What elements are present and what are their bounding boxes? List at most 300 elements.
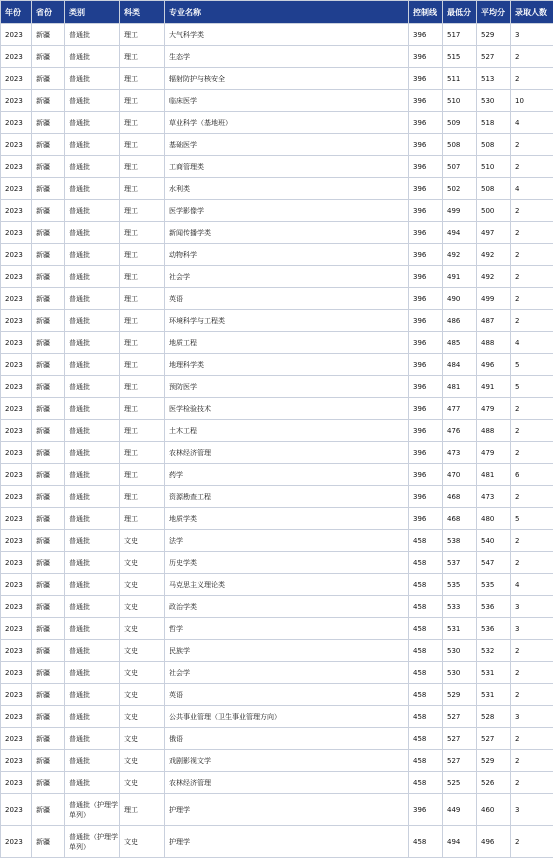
year-cell: 2023 [1, 420, 32, 442]
category-cell: 普通批 [65, 200, 120, 222]
major-cell: 基础医学 [165, 134, 409, 156]
category-cell: 普通批 [65, 398, 120, 420]
category-cell: 普通批（护理学单列） [65, 826, 120, 858]
major-cell: 俄语 [165, 728, 409, 750]
year-cell: 2023 [1, 794, 32, 826]
major-cell: 水利类 [165, 178, 409, 200]
avg-score-cell: 500 [477, 200, 511, 222]
control-line-cell: 396 [409, 376, 443, 398]
province-cell: 新疆 [32, 376, 65, 398]
control-line-cell: 458 [409, 826, 443, 858]
table-row [1, 398, 553, 420]
header-control-line: 控制线 [409, 1, 443, 24]
major-cell: 新闻传播学类 [165, 222, 409, 244]
major-cell: 公共事业管理（卫生事业管理方向） [165, 706, 409, 728]
table-row [1, 112, 553, 134]
subject-cell: 文史 [120, 750, 165, 772]
admitted-count-cell: 2 [511, 772, 553, 794]
header-admitted-count: 录取人数 [511, 1, 553, 24]
control-line-cell: 458 [409, 772, 443, 794]
control-line-cell: 396 [409, 266, 443, 288]
header-province: 省份 [32, 1, 65, 24]
category-cell: 普通批 [65, 178, 120, 200]
year-cell: 2023 [1, 376, 32, 398]
min-score-cell: 525 [443, 772, 477, 794]
province-cell: 新疆 [32, 596, 65, 618]
admitted-count-cell: 2 [511, 310, 553, 332]
avg-score-cell: 527 [477, 46, 511, 68]
table-row [1, 662, 553, 684]
province-cell: 新疆 [32, 508, 65, 530]
year-cell: 2023 [1, 750, 32, 772]
subject-cell: 理工 [120, 156, 165, 178]
subject-cell: 文史 [120, 596, 165, 618]
major-cell: 医学影像学 [165, 200, 409, 222]
avg-score-cell: 487 [477, 310, 511, 332]
year-cell: 2023 [1, 24, 32, 46]
avg-score-cell: 488 [477, 420, 511, 442]
subject-cell: 理工 [120, 794, 165, 826]
category-cell: 普通批 [65, 288, 120, 310]
category-cell: 普通批 [65, 420, 120, 442]
table-row [1, 508, 553, 530]
avg-score-cell: 508 [477, 178, 511, 200]
control-line-cell: 396 [409, 310, 443, 332]
admitted-count-cell: 2 [511, 750, 553, 772]
province-cell: 新疆 [32, 728, 65, 750]
subject-cell: 理工 [120, 222, 165, 244]
avg-score-cell: 491 [477, 376, 511, 398]
min-score-cell: 527 [443, 750, 477, 772]
year-cell: 2023 [1, 684, 32, 706]
control-line-cell: 458 [409, 618, 443, 640]
subject-cell: 理工 [120, 24, 165, 46]
avg-score-cell: 492 [477, 266, 511, 288]
year-cell: 2023 [1, 156, 32, 178]
admitted-count-cell: 2 [511, 288, 553, 310]
min-score-cell: 492 [443, 244, 477, 266]
control-line-cell: 458 [409, 640, 443, 662]
category-cell: 普通批 [65, 134, 120, 156]
header-avg-score: 平均分 [477, 1, 511, 24]
province-cell: 新疆 [32, 68, 65, 90]
major-cell: 民族学 [165, 640, 409, 662]
subject-cell: 文史 [120, 772, 165, 794]
min-score-cell: 509 [443, 112, 477, 134]
admitted-count-cell: 2 [511, 222, 553, 244]
province-cell: 新疆 [32, 574, 65, 596]
avg-score-cell: 531 [477, 684, 511, 706]
year-cell: 2023 [1, 310, 32, 332]
major-cell: 地质学类 [165, 508, 409, 530]
table-row [1, 552, 553, 574]
major-cell: 环境科学与工程类 [165, 310, 409, 332]
major-cell: 地质工程 [165, 332, 409, 354]
year-cell: 2023 [1, 244, 32, 266]
control-line-cell: 396 [409, 112, 443, 134]
province-cell: 新疆 [32, 134, 65, 156]
category-cell: 普通批 [65, 530, 120, 552]
year-cell: 2023 [1, 46, 32, 68]
avg-score-cell: 531 [477, 662, 511, 684]
subject-cell: 理工 [120, 508, 165, 530]
min-score-cell: 510 [443, 90, 477, 112]
category-cell: 普通批 [65, 486, 120, 508]
admitted-count-cell: 5 [511, 354, 553, 376]
control-line-cell: 396 [409, 464, 443, 486]
control-line-cell: 396 [409, 178, 443, 200]
province-cell: 新疆 [32, 750, 65, 772]
admitted-count-cell: 4 [511, 332, 553, 354]
category-cell: 普通批 [65, 376, 120, 398]
table-body [1, 24, 553, 858]
major-cell: 护理学 [165, 826, 409, 858]
province-cell: 新疆 [32, 640, 65, 662]
min-score-cell: 476 [443, 420, 477, 442]
major-cell: 历史学类 [165, 552, 409, 574]
category-cell: 普通批 [65, 68, 120, 90]
major-cell: 英语 [165, 684, 409, 706]
category-cell: 普通批 [65, 772, 120, 794]
subject-cell: 理工 [120, 332, 165, 354]
table-row [1, 618, 553, 640]
avg-score-cell: 540 [477, 530, 511, 552]
min-score-cell: 527 [443, 728, 477, 750]
min-score-cell: 531 [443, 618, 477, 640]
min-score-cell: 484 [443, 354, 477, 376]
year-cell: 2023 [1, 354, 32, 376]
table-row [1, 288, 553, 310]
min-score-cell: 530 [443, 662, 477, 684]
subject-cell: 理工 [120, 486, 165, 508]
major-cell: 临床医学 [165, 90, 409, 112]
subject-cell: 理工 [120, 288, 165, 310]
avg-score-cell: 535 [477, 574, 511, 596]
control-line-cell: 458 [409, 574, 443, 596]
admitted-count-cell: 2 [511, 200, 553, 222]
subject-cell: 理工 [120, 376, 165, 398]
avg-score-cell: 526 [477, 772, 511, 794]
avg-score-cell: 510 [477, 156, 511, 178]
admitted-count-cell: 2 [511, 420, 553, 442]
subject-cell: 理工 [120, 178, 165, 200]
control-line-cell: 396 [409, 68, 443, 90]
major-cell: 护理学 [165, 794, 409, 826]
admitted-count-cell: 4 [511, 178, 553, 200]
admitted-count-cell: 2 [511, 826, 553, 858]
min-score-cell: 508 [443, 134, 477, 156]
province-cell: 新疆 [32, 442, 65, 464]
province-cell: 新疆 [32, 398, 65, 420]
control-line-cell: 396 [409, 288, 443, 310]
category-cell: 普通批 [65, 354, 120, 376]
province-cell: 新疆 [32, 310, 65, 332]
year-cell: 2023 [1, 772, 32, 794]
admitted-count-cell: 2 [511, 728, 553, 750]
major-cell: 英语 [165, 288, 409, 310]
major-cell: 社会学 [165, 266, 409, 288]
avg-score-cell: 547 [477, 552, 511, 574]
year-cell: 2023 [1, 288, 32, 310]
category-cell: 普通批 [65, 618, 120, 640]
min-score-cell: 491 [443, 266, 477, 288]
control-line-cell: 458 [409, 728, 443, 750]
avg-score-cell: 460 [477, 794, 511, 826]
min-score-cell: 486 [443, 310, 477, 332]
province-cell: 新疆 [32, 90, 65, 112]
table-row [1, 530, 553, 552]
year-cell: 2023 [1, 332, 32, 354]
table-row [1, 156, 553, 178]
min-score-cell: 468 [443, 486, 477, 508]
min-score-cell: 511 [443, 68, 477, 90]
avg-score-cell: 481 [477, 464, 511, 486]
control-line-cell: 396 [409, 398, 443, 420]
province-cell: 新疆 [32, 772, 65, 794]
subject-cell: 理工 [120, 442, 165, 464]
table-row [1, 728, 553, 750]
province-cell: 新疆 [32, 266, 65, 288]
category-cell: 普通批 [65, 728, 120, 750]
category-cell: 普通批 [65, 750, 120, 772]
year-cell: 2023 [1, 200, 32, 222]
min-score-cell: 507 [443, 156, 477, 178]
province-cell: 新疆 [32, 288, 65, 310]
min-score-cell: 477 [443, 398, 477, 420]
province-cell: 新疆 [32, 222, 65, 244]
table-row [1, 68, 553, 90]
avg-score-cell: 508 [477, 134, 511, 156]
year-cell: 2023 [1, 134, 32, 156]
control-line-cell: 458 [409, 750, 443, 772]
table-row [1, 750, 553, 772]
major-cell: 工商管理类 [165, 156, 409, 178]
control-line-cell: 458 [409, 596, 443, 618]
admitted-count-cell: 2 [511, 486, 553, 508]
table-row [1, 486, 553, 508]
admitted-count-cell: 2 [511, 244, 553, 266]
table-row [1, 134, 553, 156]
header-major: 专业名称 [165, 1, 409, 24]
min-score-cell: 515 [443, 46, 477, 68]
subject-cell: 文史 [120, 826, 165, 858]
major-cell: 医学检验技术 [165, 398, 409, 420]
table-row [1, 266, 553, 288]
min-score-cell: 533 [443, 596, 477, 618]
header-min-score: 最低分 [443, 1, 477, 24]
control-line-cell: 396 [409, 222, 443, 244]
category-cell: 普通批 [65, 684, 120, 706]
province-cell: 新疆 [32, 332, 65, 354]
subject-cell: 理工 [120, 90, 165, 112]
category-cell: 普通批 [65, 24, 120, 46]
category-cell: 普通批 [65, 46, 120, 68]
min-score-cell: 494 [443, 826, 477, 858]
admitted-count-cell: 5 [511, 376, 553, 398]
year-cell: 2023 [1, 728, 32, 750]
avg-score-cell: 473 [477, 486, 511, 508]
min-score-cell: 449 [443, 794, 477, 826]
year-cell: 2023 [1, 112, 32, 134]
province-cell: 新疆 [32, 354, 65, 376]
category-cell: 普通批 [65, 574, 120, 596]
major-cell: 大气科学类 [165, 24, 409, 46]
admitted-count-cell: 2 [511, 640, 553, 662]
province-cell: 新疆 [32, 530, 65, 552]
category-cell: 普通批 [65, 310, 120, 332]
category-cell: 普通批 [65, 596, 120, 618]
table-row [1, 244, 553, 266]
table-row [1, 90, 553, 112]
major-cell: 草业科学（基地班） [165, 112, 409, 134]
avg-score-cell: 513 [477, 68, 511, 90]
category-cell: 普通批 [65, 508, 120, 530]
category-cell: 普通批 [65, 222, 120, 244]
major-cell: 政治学类 [165, 596, 409, 618]
control-line-cell: 396 [409, 486, 443, 508]
min-score-cell: 485 [443, 332, 477, 354]
major-cell: 法学 [165, 530, 409, 552]
year-cell: 2023 [1, 552, 32, 574]
control-line-cell: 396 [409, 442, 443, 464]
major-cell: 戏剧影视文学 [165, 750, 409, 772]
admitted-count-cell: 2 [511, 46, 553, 68]
control-line-cell: 396 [409, 508, 443, 530]
province-cell: 新疆 [32, 486, 65, 508]
major-cell: 农林经济管理 [165, 772, 409, 794]
header-row [1, 1, 553, 24]
category-cell: 普通批 [65, 706, 120, 728]
category-cell: 普通批 [65, 332, 120, 354]
major-cell: 资源勘查工程 [165, 486, 409, 508]
major-cell: 马克思主义理论类 [165, 574, 409, 596]
province-cell: 新疆 [32, 706, 65, 728]
min-score-cell: 529 [443, 684, 477, 706]
subject-cell: 文史 [120, 728, 165, 750]
major-cell: 生态学 [165, 46, 409, 68]
subject-cell: 理工 [120, 420, 165, 442]
control-line-cell: 396 [409, 134, 443, 156]
subject-cell: 理工 [120, 354, 165, 376]
avg-score-cell: 518 [477, 112, 511, 134]
avg-score-cell: 499 [477, 288, 511, 310]
major-cell: 药学 [165, 464, 409, 486]
control-line-cell: 396 [409, 156, 443, 178]
province-cell: 新疆 [32, 112, 65, 134]
control-line-cell: 396 [409, 90, 443, 112]
category-cell: 普通批 [65, 112, 120, 134]
province-cell: 新疆 [32, 826, 65, 858]
table-row [1, 706, 553, 728]
control-line-cell: 396 [409, 354, 443, 376]
avg-score-cell: 536 [477, 596, 511, 618]
table-row [1, 332, 553, 354]
avg-score-cell: 479 [477, 398, 511, 420]
table-row [1, 178, 553, 200]
admitted-count-cell: 2 [511, 662, 553, 684]
header-category: 类别 [65, 1, 120, 24]
min-score-cell: 530 [443, 640, 477, 662]
min-score-cell: 535 [443, 574, 477, 596]
admitted-count-cell: 3 [511, 618, 553, 640]
table-row [1, 420, 553, 442]
min-score-cell: 494 [443, 222, 477, 244]
major-cell: 社会学 [165, 662, 409, 684]
min-score-cell: 490 [443, 288, 477, 310]
table-row [1, 46, 553, 68]
header-year: 年份 [1, 1, 32, 24]
subject-cell: 文史 [120, 662, 165, 684]
table-row [1, 574, 553, 596]
year-cell: 2023 [1, 508, 32, 530]
subject-cell: 文史 [120, 618, 165, 640]
control-line-cell: 396 [409, 24, 443, 46]
subject-cell: 理工 [120, 200, 165, 222]
control-line-cell: 458 [409, 552, 443, 574]
table-row [1, 826, 553, 858]
subject-cell: 理工 [120, 398, 165, 420]
control-line-cell: 396 [409, 200, 443, 222]
major-cell: 动物科学 [165, 244, 409, 266]
avg-score-cell: 480 [477, 508, 511, 530]
min-score-cell: 468 [443, 508, 477, 530]
admitted-count-cell: 3 [511, 596, 553, 618]
avg-score-cell: 496 [477, 354, 511, 376]
table-row [1, 222, 553, 244]
admitted-count-cell: 3 [511, 706, 553, 728]
subject-cell: 理工 [120, 68, 165, 90]
major-cell: 农林经济管理 [165, 442, 409, 464]
year-cell: 2023 [1, 266, 32, 288]
province-cell: 新疆 [32, 178, 65, 200]
major-cell: 辐射防护与核安全 [165, 68, 409, 90]
province-cell: 新疆 [32, 200, 65, 222]
min-score-cell: 499 [443, 200, 477, 222]
table-row [1, 596, 553, 618]
min-score-cell: 538 [443, 530, 477, 552]
admitted-count-cell: 2 [511, 134, 553, 156]
subject-cell: 理工 [120, 244, 165, 266]
admitted-count-cell: 2 [511, 442, 553, 464]
admitted-count-cell: 2 [511, 530, 553, 552]
admitted-count-cell: 2 [511, 684, 553, 706]
category-cell: 普通批（护理学单列） [65, 794, 120, 826]
category-cell: 普通批 [65, 662, 120, 684]
category-cell: 普通批 [65, 156, 120, 178]
subject-cell: 理工 [120, 134, 165, 156]
table-row [1, 376, 553, 398]
admitted-count-cell: 2 [511, 552, 553, 574]
category-cell: 普通批 [65, 442, 120, 464]
table-row [1, 24, 553, 46]
province-cell: 新疆 [32, 24, 65, 46]
admitted-count-cell: 2 [511, 156, 553, 178]
subject-cell: 文史 [120, 706, 165, 728]
avg-score-cell: 492 [477, 244, 511, 266]
avg-score-cell: 496 [477, 826, 511, 858]
header-subject: 科类 [120, 1, 165, 24]
table-row [1, 684, 553, 706]
admitted-count-cell: 5 [511, 508, 553, 530]
year-cell: 2023 [1, 442, 32, 464]
year-cell: 2023 [1, 486, 32, 508]
major-cell: 土木工程 [165, 420, 409, 442]
year-cell: 2023 [1, 826, 32, 858]
table-row [1, 442, 553, 464]
category-cell: 普通批 [65, 266, 120, 288]
subject-cell: 理工 [120, 464, 165, 486]
subject-cell: 理工 [120, 310, 165, 332]
